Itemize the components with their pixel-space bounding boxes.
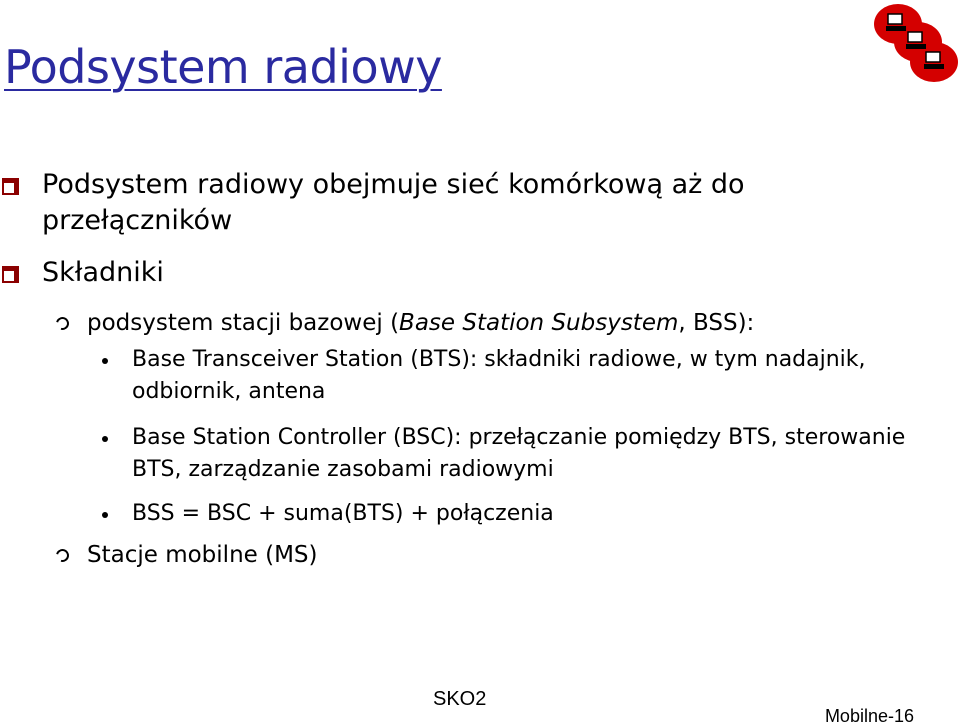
bullet-text: podsystem stacji bazowej (: [87, 310, 400, 336]
bullet-item: [2, 167, 882, 239]
open-circle-bullet-icon: [54, 547, 72, 565]
dot-bullet-icon: [102, 358, 108, 364]
bullet-text: Składniki: [42, 257, 164, 288]
dot-bullet-icon: [102, 512, 108, 518]
bullet-item: [102, 422, 912, 486]
bullet-item: [102, 498, 912, 530]
square-flag-bullet-icon: [2, 266, 20, 284]
bullet-item: [2, 255, 882, 291]
square-flag-bullet-icon: [2, 178, 20, 196]
bullet-item: [102, 344, 912, 408]
bullet-text: Base Station Controller (BSC): przełączanie pomiędzy BTS, sterowanie BTS, zarządzanie zasobami radiowymi: [132, 425, 906, 482]
bullet-text: , BSS):: [678, 310, 755, 336]
footer-course-label: SKO2: [433, 688, 487, 710]
open-circle-bullet-icon: [54, 315, 72, 333]
bullet-text: Base Transceiver Station (BTS): składniki radiowe, w tym nadajnik, odbiornik, antena: [132, 347, 866, 404]
bullet-item: [56, 308, 907, 338]
bullet-item: [56, 540, 907, 570]
footer-page-label: Mobilne-16: [824, 706, 914, 726]
dot-bullet-icon: [102, 436, 108, 442]
bullet-text: Podsystem radiowy obejmuje sieć komórkową aż do przełączników: [42, 169, 745, 236]
bullet-text: BSS = BSC + suma(BTS) + połączenia: [132, 501, 554, 526]
computer-stack-logo-icon: [868, 2, 960, 84]
slide-title: Podsystem radiowy: [4, 40, 442, 94]
bullet-text-italic: Base Station Subsystem: [399, 310, 679, 336]
bullet-text: Stacje mobilne (MS): [87, 542, 318, 568]
